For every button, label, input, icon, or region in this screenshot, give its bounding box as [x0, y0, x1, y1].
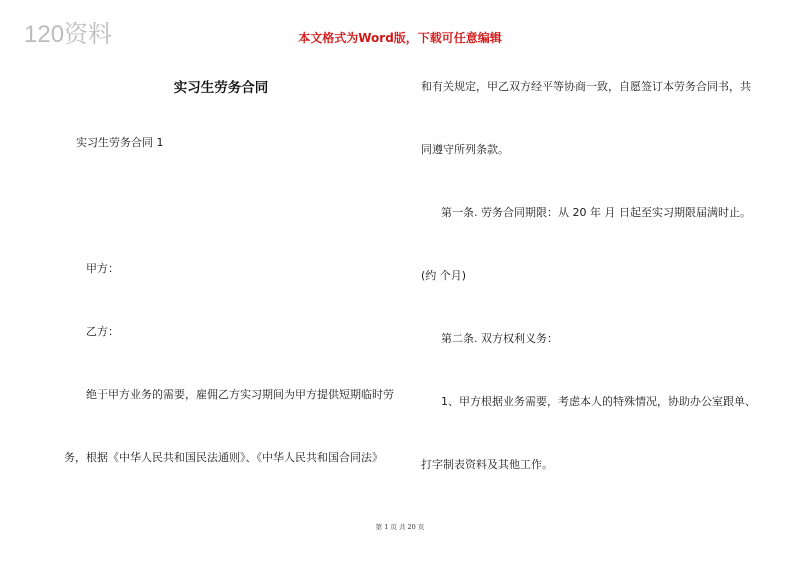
clause-2-item-1: 1、甲方根据业务需要，考虑本人的特殊情况，协助办公室跟单、 [441, 395, 756, 408]
page-title: 实习生劳务合同 [173, 80, 269, 96]
clause-1: 第一条. 劳务合同期限：从 20 年 月 日起至实习期限届满时止。 [441, 206, 751, 219]
paragraph-line: 打字制表资料及其他工作。 [421, 458, 553, 471]
paragraph-line: 和有关规定，甲乙双方经平等协商一致，自愿签订本劳务合同书，共 [421, 80, 751, 93]
section-heading: 实习生劳务合同 1 [76, 136, 164, 149]
clause-2: 第二条. 双方权利义务： [441, 332, 558, 345]
paragraph-line: 务，根据《中华人民共和国民法通则》、《中华人民共和国合同法》 [64, 451, 383, 464]
watermark-logo: 120资料 [24, 21, 113, 48]
paragraph-line: 同遵守所列条款。 [421, 143, 509, 156]
clause-1-note: (约 个月) [421, 269, 467, 282]
format-banner: 本文格式为Word版，下载可任意编辑 [298, 31, 502, 45]
party-b-label: 乙方： [86, 325, 119, 338]
party-a-label: 甲方： [86, 262, 119, 275]
page-footer: 第 1 页 共 20 页 [375, 523, 425, 531]
paragraph-line: 绝于甲方业务的需要，雇佣乙方实习期间为甲方提供短期临时劳 [86, 388, 394, 401]
